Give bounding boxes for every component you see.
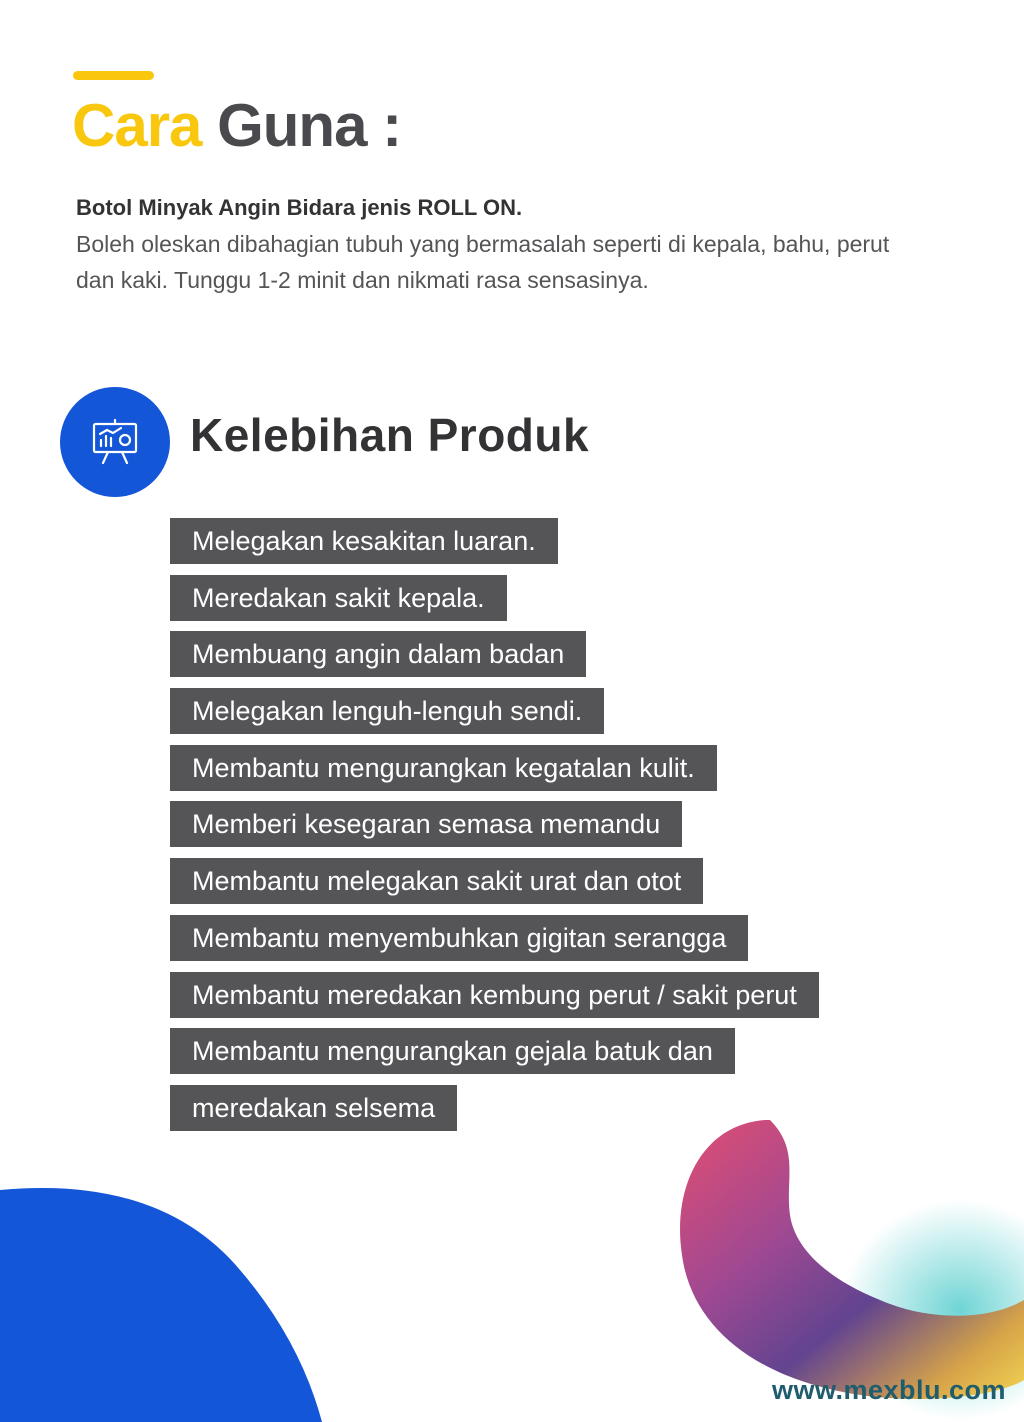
benefit-item: Meredakan sakit kepala. [170,575,507,621]
section-title: Kelebihan Produk [190,409,590,461]
accent-bar [73,71,154,80]
intro-lead: Botol Minyak Angin Bidara jenis ROLL ON. [76,195,523,220]
intro-paragraph [76,190,896,298]
benefit-item: Melegakan lenguh-lenguh sendi. [170,688,604,734]
benefit-item: Membantu menyembuhkan gigitan serangga [170,915,748,961]
benefit-item: Memberi kesegaran semasa memandu [170,801,682,847]
intro-body: Boleh oleskan dibahagian tubuh yang bermasalah seperti di kepala, bahu, perut dan kaki. Tunggu 1-2 minit dan nikmati rasa sensasinya. [76,231,890,293]
section-icon-badge [60,387,170,497]
page-title [72,88,401,164]
benefit-item: Membantu meredakan kembung perut / sakit perut [170,972,819,1018]
benefit-item: Membantu mengurangkan kegatalan kulit. [170,745,717,791]
benefit-item: meredakan selsema [170,1085,457,1131]
benefit-item: Membantu melegakan sakit urat dan otot [170,858,703,904]
blue-corner-shape [0,1188,322,1422]
website-link[interactable]: www.mexblu.com [771,1375,1006,1405]
benefit-item: Melegakan kesakitan luaran. [170,518,558,564]
title-rest: Guna : [217,92,402,159]
benefit-item: Membantu mengurangkan gejala batuk dan [170,1028,735,1074]
benefit-item: Membuang angin dalam badan [170,631,586,677]
presentation-chart-icon [88,415,142,469]
title-highlight: Cara [72,92,202,159]
benefits-list [170,518,819,1142]
